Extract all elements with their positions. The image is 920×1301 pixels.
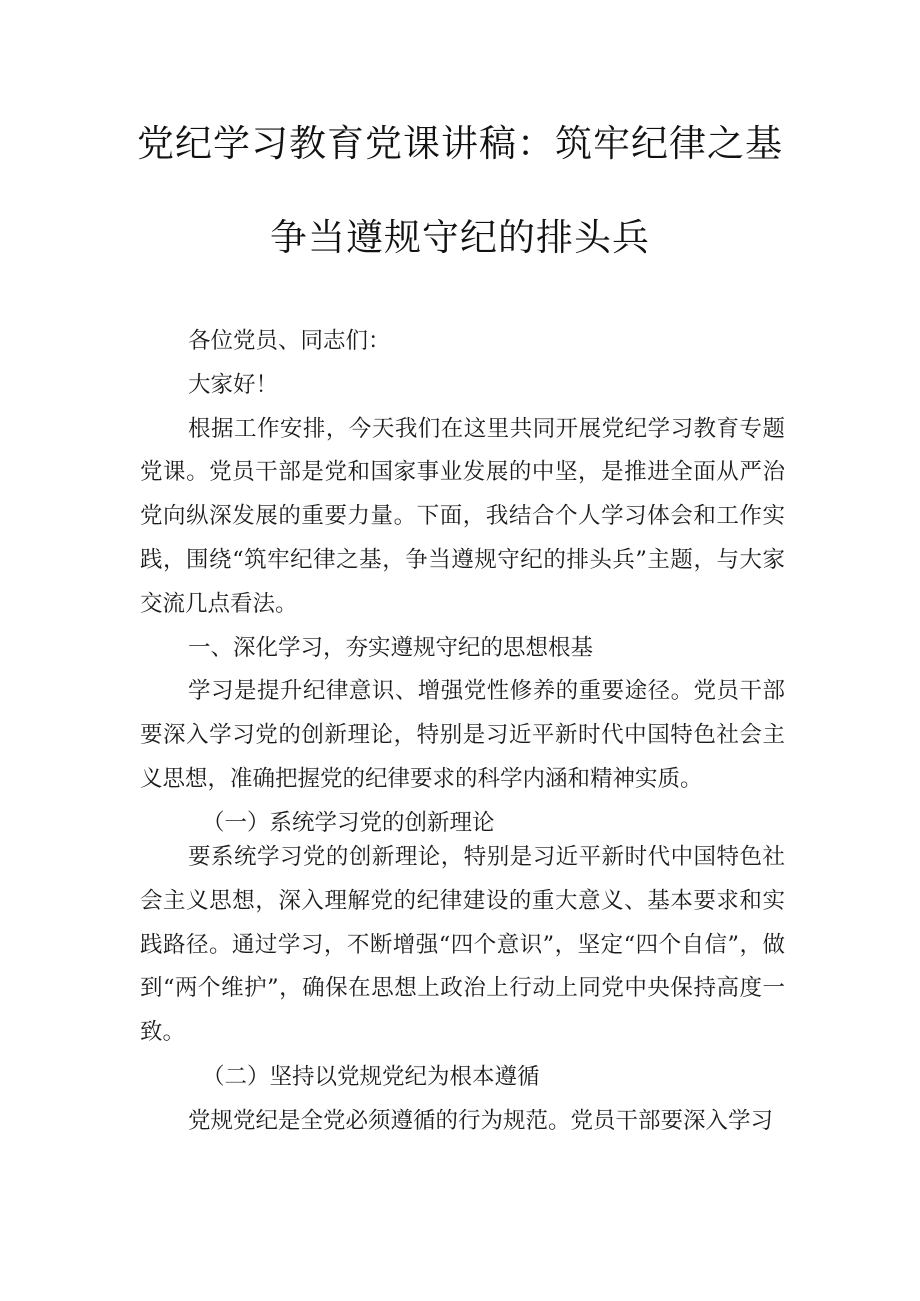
salutation-paragraph: 各位党员、同志们： xyxy=(188,328,391,354)
section-1-paragraph: 学习是提升纪律意识、增强党性修养的重要途径。党员干部要深入学习党的创新理论，特别是习近平新时代中国特色社会主义思想，准确把握党的纪律要求的科学内涵和精神实质。 xyxy=(140,678,785,792)
subsection-heading-2: （二）坚持以党规党纪为根本遵循 xyxy=(202,1064,540,1090)
intro-paragraph: 根据工作安排，今天我们在这里共同开展党纪学习教育专题党课。党员干部是党和国家事业发展的中坚，是推进全面从严治党向纵深发展的重要力量。下面，我结合个人学习体会和工作实践，围绕“筑牢纪律之基，争当遵规守纪的排头兵”主题，与大家交流几点看法。 xyxy=(140,415,785,617)
section-heading-1: 一、深化学习，夯实遵规守纪的思想根基 xyxy=(188,634,594,661)
document-body-section-3 xyxy=(140,1056,785,1144)
subsection-2-paragraph: 党规党纪是全党必须遵循的行为规范。党员干部要深入学习 xyxy=(188,1107,774,1134)
document-body-section-2 xyxy=(140,836,785,1055)
subsection-heading-1: （一）系统学习党的创新理论 xyxy=(202,809,495,836)
document-body-section-1 xyxy=(140,320,785,846)
document-title-line-1: 党纪学习教育党课讲稿：筑牢纪律之基 xyxy=(137,122,783,165)
document-title-line-2: 争当遵规守纪的排头兵 xyxy=(270,216,650,259)
greeting-paragraph: 大家好！ xyxy=(188,371,279,398)
subsection-1-paragraph: 要系统学习党的创新理论，特别是习近平新时代中国特色社会主义思想，深入理解党的纪律建设的重大意义、基本要求和实践路径。通过学习，不断增强“四个意识”，坚定“四个自信”，做到“两个维护”，确保在思想上政治上行动上同党中央保持高度一致。 xyxy=(140,844,785,1046)
